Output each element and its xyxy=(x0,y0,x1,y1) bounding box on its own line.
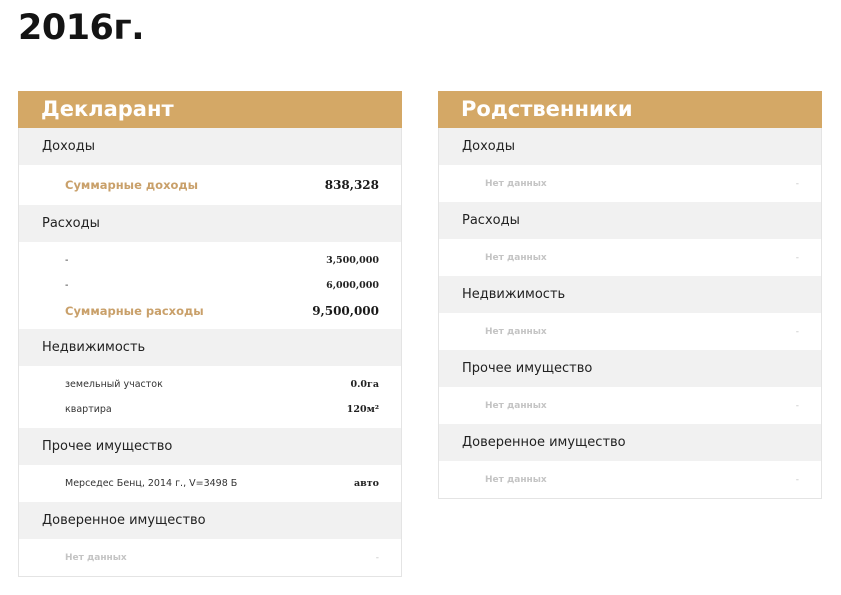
page-title: 2016г. xyxy=(18,8,144,48)
no-data-row xyxy=(19,553,401,563)
no-data-row xyxy=(439,179,821,189)
expense-value: 3,500,000 xyxy=(326,255,379,266)
other-property-label: Мерседес Бенц, 2014 г., V=3498 Б xyxy=(65,478,238,489)
relatives-income-body xyxy=(439,165,821,202)
no-data-dash: - xyxy=(795,178,799,189)
expense-label: - xyxy=(65,280,69,291)
other-property-section-body xyxy=(19,465,401,502)
declarant-header: Декларант xyxy=(18,91,402,128)
income-total-label: Суммарные доходы xyxy=(65,178,199,192)
relatives-other-property-title: Прочее имущество xyxy=(439,350,821,387)
no-data-label: Нет данных xyxy=(485,400,547,411)
real-estate-section-title: Недвижимость xyxy=(19,329,401,366)
expenses-total-row xyxy=(19,298,401,323)
relatives-real-estate-body xyxy=(439,313,821,350)
no-data-label: Нет данных xyxy=(485,474,547,485)
no-data-dash: - xyxy=(795,326,799,337)
trust-property-section-body xyxy=(19,539,401,576)
relatives-expenses-title: Расходы xyxy=(439,202,821,239)
other-property-value: авто xyxy=(354,478,379,489)
no-data-label: Нет данных xyxy=(485,178,547,189)
relatives-header: Родственники xyxy=(438,91,822,128)
relatives-trust-property-title: Доверенное имущество xyxy=(439,424,821,461)
no-data-dash: - xyxy=(375,552,379,563)
income-section-body xyxy=(19,165,401,205)
income-total-value: 838,328 xyxy=(324,178,379,192)
expense-row xyxy=(19,248,401,273)
real-estate-label: земельный участок xyxy=(65,379,163,390)
no-data-dash: - xyxy=(795,400,799,411)
real-estate-row xyxy=(19,397,401,422)
no-data-row xyxy=(439,475,821,485)
relatives-real-estate-title: Недвижимость xyxy=(439,276,821,313)
relatives-income-title: Доходы xyxy=(439,128,821,165)
relatives-panel xyxy=(438,91,822,499)
expense-label: - xyxy=(65,255,69,266)
expense-value: 6,000,000 xyxy=(326,280,379,291)
no-data-dash: - xyxy=(795,474,799,485)
income-total-row xyxy=(19,171,401,199)
real-estate-value: 0.0га xyxy=(350,379,379,390)
real-estate-value: 120м² xyxy=(346,404,379,415)
expenses-total-label: Суммарные расходы xyxy=(65,303,204,318)
relatives-trust-property-body xyxy=(439,461,821,498)
real-estate-section-body xyxy=(19,366,401,428)
real-estate-row xyxy=(19,372,401,397)
trust-property-section-title: Доверенное имущество xyxy=(19,502,401,539)
other-property-row xyxy=(19,471,401,496)
no-data-row xyxy=(439,401,821,411)
relatives-expenses-body xyxy=(439,239,821,276)
expense-row xyxy=(19,273,401,298)
no-data-label: Нет данных xyxy=(485,252,547,263)
expenses-total-value: 9,500,000 xyxy=(312,303,379,318)
income-section-title: Доходы xyxy=(19,128,401,165)
no-data-row xyxy=(439,327,821,337)
declarant-panel xyxy=(18,91,402,577)
relatives-other-property-body xyxy=(439,387,821,424)
no-data-dash: - xyxy=(795,252,799,263)
real-estate-label: квартира xyxy=(65,404,112,415)
no-data-row xyxy=(439,253,821,263)
no-data-label: Нет данных xyxy=(65,552,127,563)
expenses-section-title: Расходы xyxy=(19,205,401,242)
expenses-section-body xyxy=(19,242,401,329)
no-data-label: Нет данных xyxy=(485,326,547,337)
other-property-section-title: Прочее имущество xyxy=(19,428,401,465)
